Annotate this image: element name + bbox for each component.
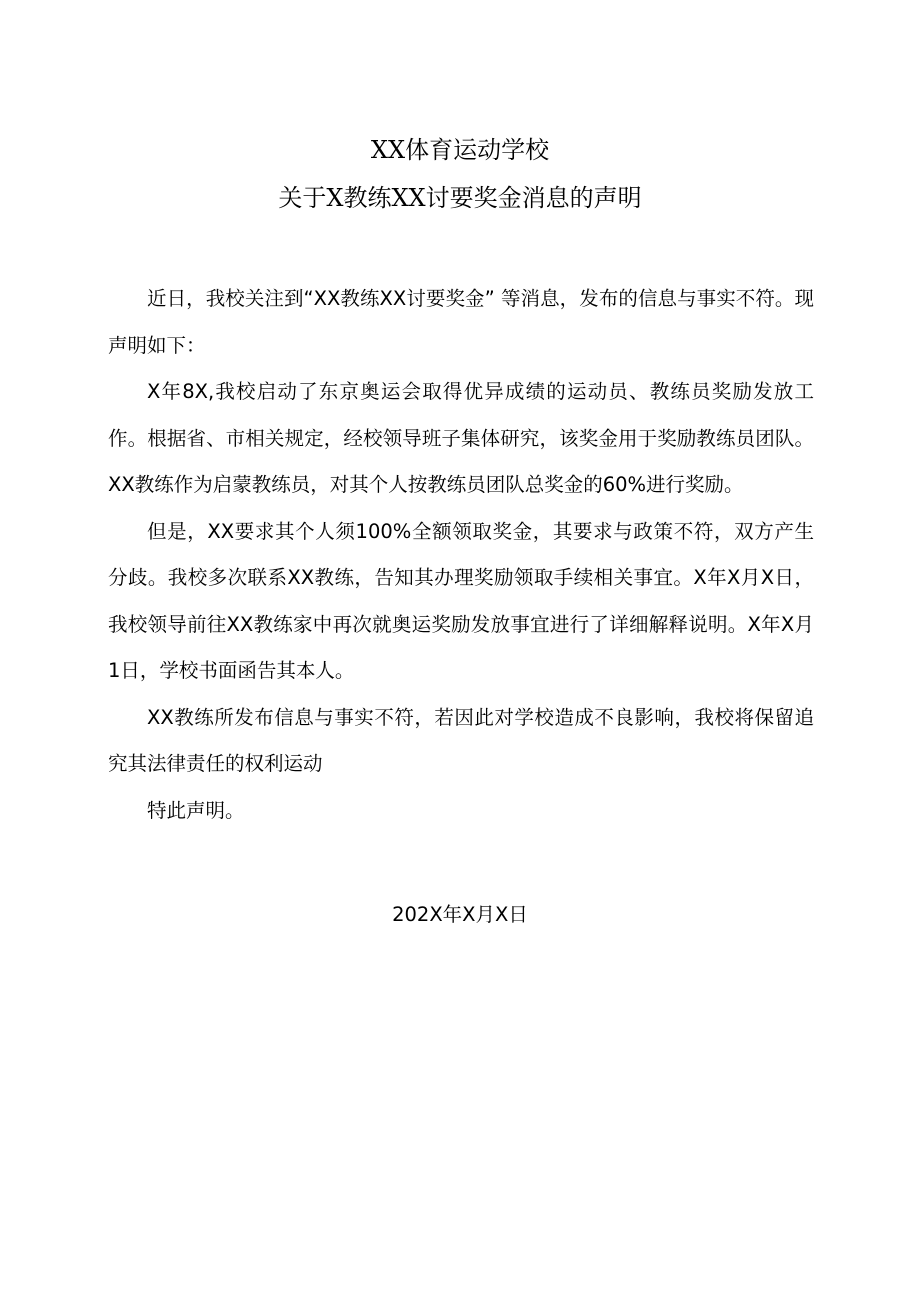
paragraph-closing: 特此声明。 [147,798,245,822]
document-title: XX体育运动学校 [370,136,550,164]
statement-date: 202X年X月X日 [392,903,528,926]
statement-body [108,276,814,834]
document-subtitle: 关于X教练XX讨要奖金消息的声明 [278,184,642,212]
paragraph-background: X年8X,我校启动了东京奥运会取得优异成绩的运动员、教练员奖励发放工作。根据省、市相关规定，经校领导班子集体研究，该奖金用于奖励教练员团队。XX教练作为启蒙教练员，对其个人按教练员团队总奖金的60%进行奖励。 [108,380,814,496]
paragraph-dispute: 但是，XX要求其个人须100%全额领取奖金，其要求与政策不符，双方产生分歧。我校多次联系XX教练，告知其办理奖励领取手续相关事宜。X年X月X日，我校领导前往XX教练家中再次就奥运奖励发放事宜进行了详细解释说明。X年X月1日，学校书面函告其本人。 [108,519,814,682]
paragraph-legal: XX教练所发布信息与事实不符，若因此对学校造成不良影响，我校将保留追究其法律责任的权利运动 [108,705,814,775]
paragraph-intro: 近日，我校关注到“XX教练XX讨要奖金” 等消息，发布的信息与事实不符。现声明如下： [108,287,814,357]
